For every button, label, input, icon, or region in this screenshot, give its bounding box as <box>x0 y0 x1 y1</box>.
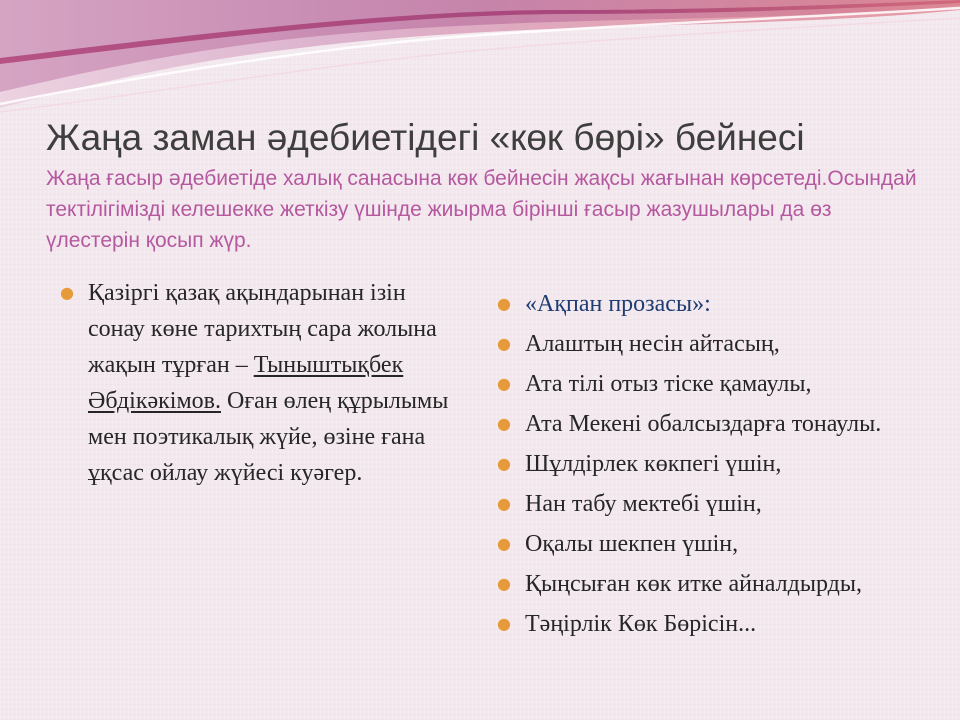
bullet-dot-icon: ● <box>497 494 511 513</box>
bullet-dot-icon: ● <box>497 294 511 313</box>
poem-line: Ата тілі отыз тіске қамаулы, <box>525 371 812 397</box>
bullet-dot-icon: ● <box>60 283 74 302</box>
bullet-dot-icon: ● <box>497 534 511 553</box>
list-item <box>497 606 917 642</box>
poem-heading: «Ақпан прозасы»: <box>525 291 711 317</box>
list-item <box>497 366 917 402</box>
paragraph-text-after: Оған өлең құрылымы мен поэтикалық жүйе, өзіне ғана ұқсас ойлау жүйесі куәгер. <box>88 388 449 486</box>
left-column <box>60 275 460 491</box>
poem-line: Ата Мекені обалсыздарға тонаулы. <box>525 411 882 437</box>
list-item <box>497 326 917 362</box>
list-item <box>497 486 917 522</box>
bullet-dot-icon: ● <box>497 374 511 393</box>
poem-line: Оқалы шекпен үшін, <box>525 531 739 557</box>
bullet-dot-icon: ● <box>497 574 511 593</box>
poem-line: Нан табу мектебі үшін, <box>525 491 762 517</box>
right-column <box>497 286 917 646</box>
list-item <box>497 526 917 562</box>
decorative-banner <box>0 0 960 120</box>
poem-line: Тәңірлік Көк Бөрісін... <box>525 611 757 637</box>
bullet-dot-icon: ● <box>497 414 511 433</box>
list-item <box>497 446 917 482</box>
poem-line: Алаштың несін айтасың, <box>525 331 780 357</box>
list-item <box>497 286 917 322</box>
poem-line: Қыңсыған көк итке айналдырды, <box>525 571 862 597</box>
poem-line: Шұлдірлек көкпегі үшін, <box>525 451 782 477</box>
bullet-dot-icon: ● <box>497 334 511 353</box>
bullet-dot-icon: ● <box>497 614 511 633</box>
bullet-dot-icon: ● <box>497 454 511 473</box>
slide-title: Жаңа заман әдебиетідегі «көк бөрі» бейнесі <box>46 117 805 158</box>
author-link[interactable]: Тыныштықбек Әбдікәкімов. <box>88 352 404 414</box>
list-item <box>497 406 917 442</box>
list-item <box>497 566 917 602</box>
list-item <box>60 275 460 491</box>
paragraph-text-before: Қазіргі қазақ ақындарынан ізін сонау көне тарихтың сара жолына жақын тұрған – <box>88 280 437 378</box>
slide-subtitle: Жаңа ғасыр әдебиетіде халық санасына көк бейнесін жақсы жағынан көрсетеді.Осындай тектілігімізді келешекке жеткізу үшінде жиырма бірінші ғасыр жазушылары да өз үлестерін қосып жүр. <box>46 167 917 252</box>
